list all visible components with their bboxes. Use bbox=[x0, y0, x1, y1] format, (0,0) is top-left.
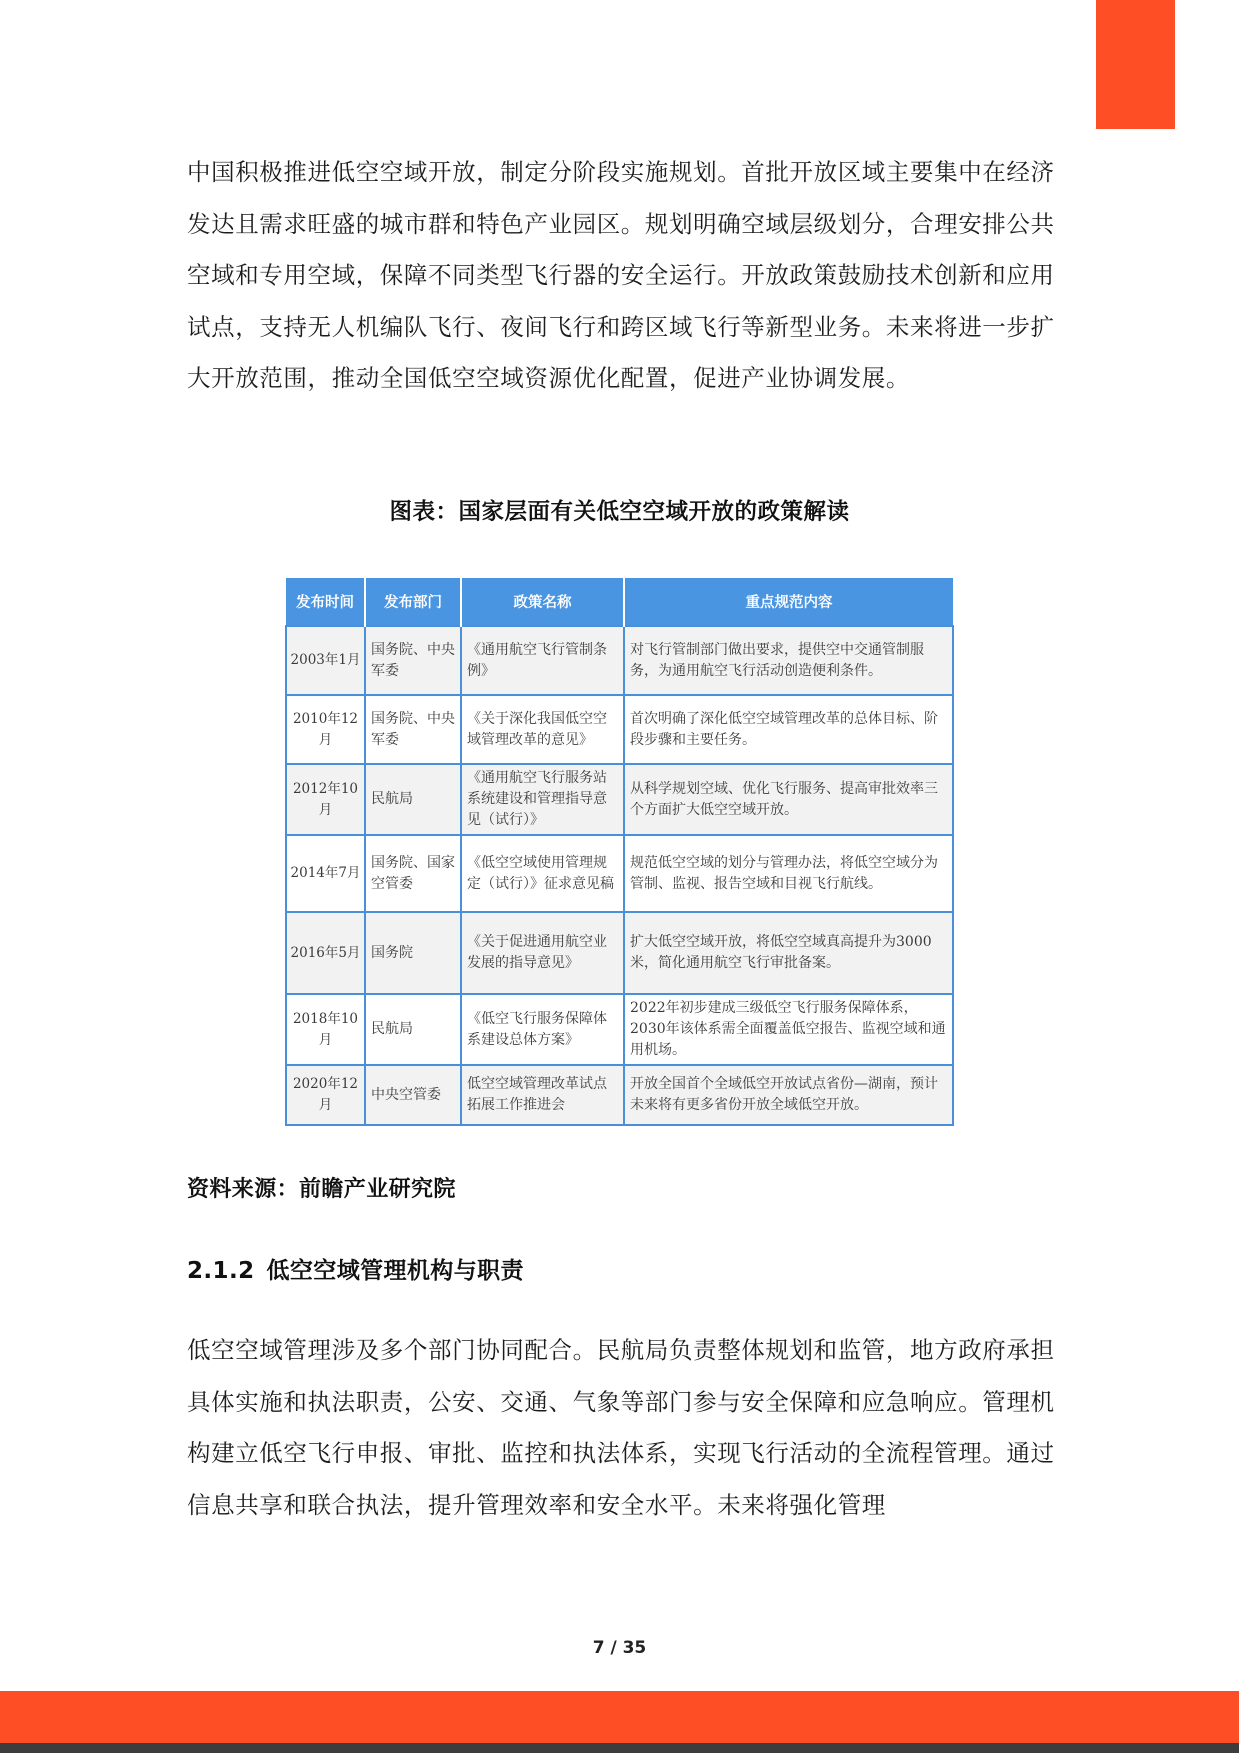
table-row bbox=[286, 912, 953, 994]
table-row bbox=[286, 695, 953, 764]
cell-key-content: 扩大低空空域开放，将低空空域真高提升为3000米，简化通用航空飞行审批备案。 bbox=[624, 912, 953, 994]
cell-department: 民航局 bbox=[365, 764, 461, 835]
cell-department: 国务院 bbox=[365, 912, 461, 994]
policy-table bbox=[285, 578, 954, 1126]
cell-key-content: 规范低空空域的划分与管理办法，将低空空域分为管制、监视、报告空域和目视飞行航线。 bbox=[624, 835, 953, 912]
cell-key-content: 2022年初步建成三级低空飞行服务保障体系，2030年该体系需全面覆盖低空报告、监视空域和通用机场。 bbox=[624, 994, 953, 1065]
section-number: 2.1.2 bbox=[187, 1258, 255, 1284]
cell-date: 2016年5月 bbox=[286, 912, 365, 994]
cell-date: 2012年10月 bbox=[286, 764, 365, 835]
cell-department: 国务院、中央军委 bbox=[365, 695, 461, 764]
cell-date: 2003年1月 bbox=[286, 626, 365, 695]
header-department: 发布部门 bbox=[365, 578, 461, 626]
table-row bbox=[286, 626, 953, 695]
corner-accent-tab bbox=[1096, 0, 1175, 129]
cell-key-content: 首次明确了深化低空空域管理改革的总体目标、阶段步骤和主要任务。 bbox=[624, 695, 953, 764]
section-title: 低空空域管理机构与职责 bbox=[266, 1258, 524, 1284]
cell-policy-name: 《关于深化我国低空空域管理改革的意见》 bbox=[461, 695, 624, 764]
cell-policy-name: 《通用航空飞行服务站系统建设和管理指导意见（试行）》 bbox=[461, 764, 624, 835]
cell-date: 2020年12月 bbox=[286, 1065, 365, 1125]
body-paragraph-1: 中国积极推进低空空域开放，制定分阶段实施规划。首批开放区域主要集中在经济发达且需求旺盛的城市群和特色产业园区。规划明确空域层级划分，合理安排公共空域和专用空域，保障不同类型飞行器的安全运行。开放政策鼓励技术创新和应用试点，支持无人机编队飞行、夜间飞行和跨区域飞行等新型业务。未来将进一步扩大开放范围，推动全国低空空域资源优化配置，促进产业协调发展。 bbox=[187, 158, 1055, 392]
cell-department: 国务院、国家空管委 bbox=[365, 835, 461, 912]
cell-key-content: 从科学规划空域、优化飞行服务、提高审批效率三个方面扩大低空空域开放。 bbox=[624, 764, 953, 835]
table-header-row bbox=[286, 578, 953, 626]
cell-policy-name: 《低空空域使用管理规定（试行）》征求意见稿 bbox=[461, 835, 624, 912]
cell-policy-name: 《通用航空飞行管制条例》 bbox=[461, 626, 624, 695]
section-heading bbox=[187, 1252, 524, 1285]
table-row bbox=[286, 1065, 953, 1125]
page-number: 7 / 35 bbox=[592, 1638, 647, 1658]
cell-policy-name: 《关于促进通用航空业发展的指导意见》 bbox=[461, 912, 624, 994]
header-policy-name: 政策名称 bbox=[461, 578, 624, 626]
cell-key-content: 对飞行管制部门做出要求，提供空中交通管制服务，为通用航空飞行活动创造便利条件。 bbox=[624, 626, 953, 695]
header-key-content: 重点规范内容 bbox=[624, 578, 953, 626]
cell-key-content: 开放全国首个全域低空开放试点省份—湖南，预计未来将有更多省份开放全域低空开放。 bbox=[624, 1065, 953, 1125]
footer-dark-strip bbox=[0, 1743, 1239, 1753]
cell-date: 2014年7月 bbox=[286, 835, 365, 912]
table-row bbox=[286, 835, 953, 912]
cell-date: 2018年10月 bbox=[286, 994, 365, 1065]
table-row bbox=[286, 764, 953, 835]
cell-department: 民航局 bbox=[365, 994, 461, 1065]
cell-department: 国务院、中央军委 bbox=[365, 626, 461, 695]
source-line: 资料来源：前瞻产业研究院 bbox=[187, 1177, 456, 1202]
table-row bbox=[286, 994, 953, 1065]
body-paragraph-2: 低空空域管理涉及多个部门协同配合。民航局负责整体规划和监管，地方政府承担具体实施和执法职责，公安、交通、气象等部门参与安全保障和应急响应。管理机构建立低空飞行申报、审批、监控和执法体系，实现飞行活动的全流程管理。通过信息共享和联合执法，提升管理效率和安全水平。未来将强化管理 bbox=[187, 1336, 1055, 1519]
cell-policy-name: 《低空飞行服务保障体系建设总体方案》 bbox=[461, 994, 624, 1065]
figure-caption: 图表：国家层面有关低空空域开放的政策解读 bbox=[389, 499, 850, 525]
footer-accent-bar bbox=[0, 1691, 1239, 1743]
cell-date: 2010年12月 bbox=[286, 695, 365, 764]
header-date: 发布时间 bbox=[286, 578, 365, 626]
cell-policy-name: 低空空域管理改革试点拓展工作推进会 bbox=[461, 1065, 624, 1125]
cell-department: 中央空管委 bbox=[365, 1065, 461, 1125]
